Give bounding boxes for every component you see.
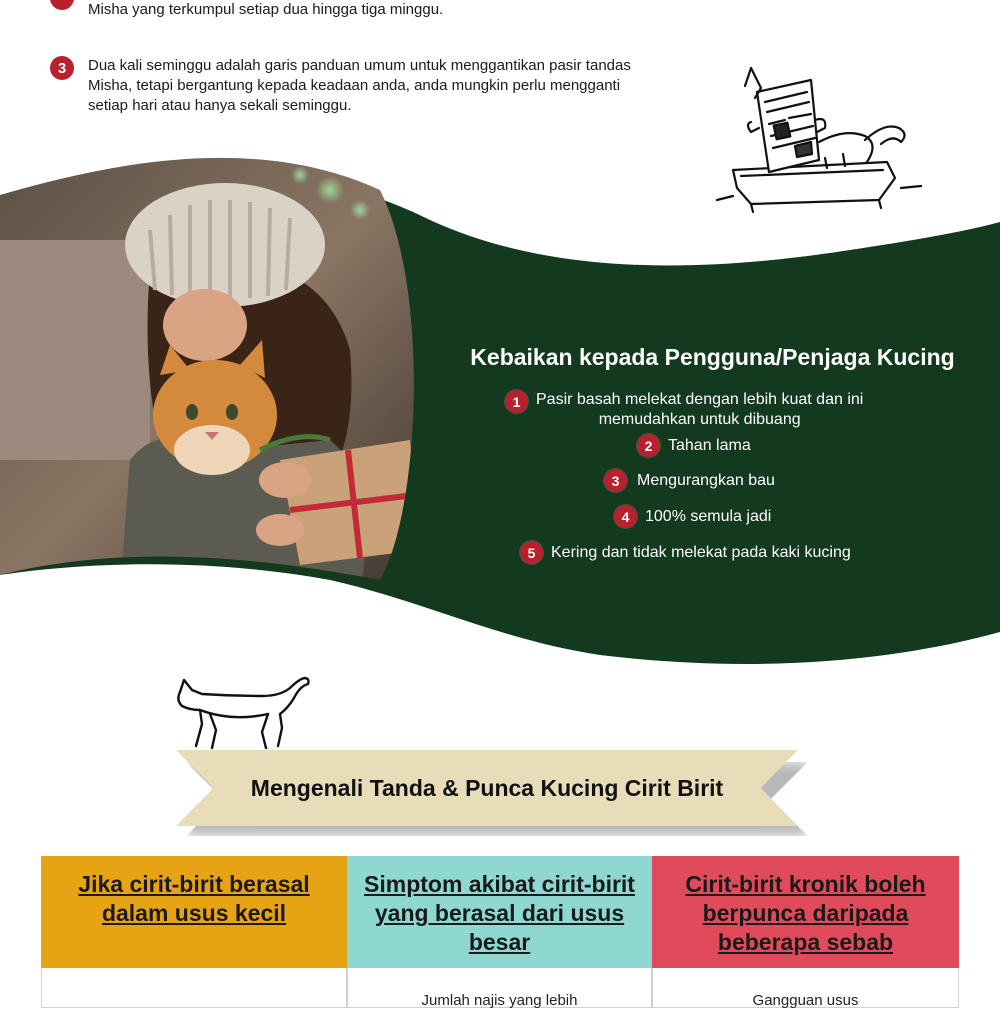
benefit-badge: 5	[520, 541, 543, 564]
column-heading: Jika cirit-birit berasal dalam usus kecil	[78, 871, 310, 926]
column-header-chronic-causes	[652, 856, 959, 968]
column-body-text: Gangguan usus	[752, 992, 859, 1009]
benefit-badge: 4	[614, 505, 637, 528]
column-heading: Simptom akibat cirit-birit yang berasal dari usus besar	[364, 871, 635, 955]
walking-cat-icon	[172, 674, 317, 754]
column-header-large-intestine	[347, 856, 652, 968]
tip-text-2: Misha yang terkumpul setiap dua hingga tiga minggu.	[88, 1, 444, 18]
tip-badge-2	[50, 0, 74, 10]
tip-text-3: Dua kali seminggu adalah garis panduan umum untuk menggantikan pasir tandas Misha, tetapi bergantung kepada keadaan anda, anda mungkin perlu mengganti setiap hari atau hanya sekali seminggu.	[88, 57, 631, 114]
column-heading: Cirit-birit kronik boleh berpunca daripada beberapa sebab	[685, 871, 926, 955]
benefit-text: 100% semula jadi	[645, 508, 772, 525]
benefit-item-3	[604, 469, 775, 492]
section-banner-title: Mengenali Tanda & Punca Kucing Cirit Birit	[250, 774, 724, 801]
benefit-item-1	[505, 390, 863, 430]
benefit-badge: 3	[604, 469, 627, 492]
benefit-text: Mengurangkan bau	[637, 472, 775, 489]
benefit-item-5	[520, 541, 851, 564]
column-body-small-intestine	[41, 968, 347, 1008]
benefit-item-2	[637, 434, 751, 457]
benefits-title: Kebaikan kepada Pengguna/Penjaga Kucing	[470, 344, 955, 370]
column-body-text: Jumlah najis yang lebih	[421, 992, 578, 1009]
column-header-small-intestine	[41, 856, 347, 968]
benefit-item-4	[614, 505, 771, 528]
benefit-text: Kering dan tidak melekat pada kaki kucing	[551, 544, 851, 561]
benefit-badge: 2	[637, 434, 660, 457]
benefit-text: Tahan lama	[668, 437, 751, 454]
benefit-badge: 1	[505, 390, 528, 413]
tip-badge-3: 3	[50, 56, 74, 80]
benefit-text: Pasir basah melekat dengan lebih kuat dan ini memudahkan untuk dibuang	[536, 391, 864, 428]
